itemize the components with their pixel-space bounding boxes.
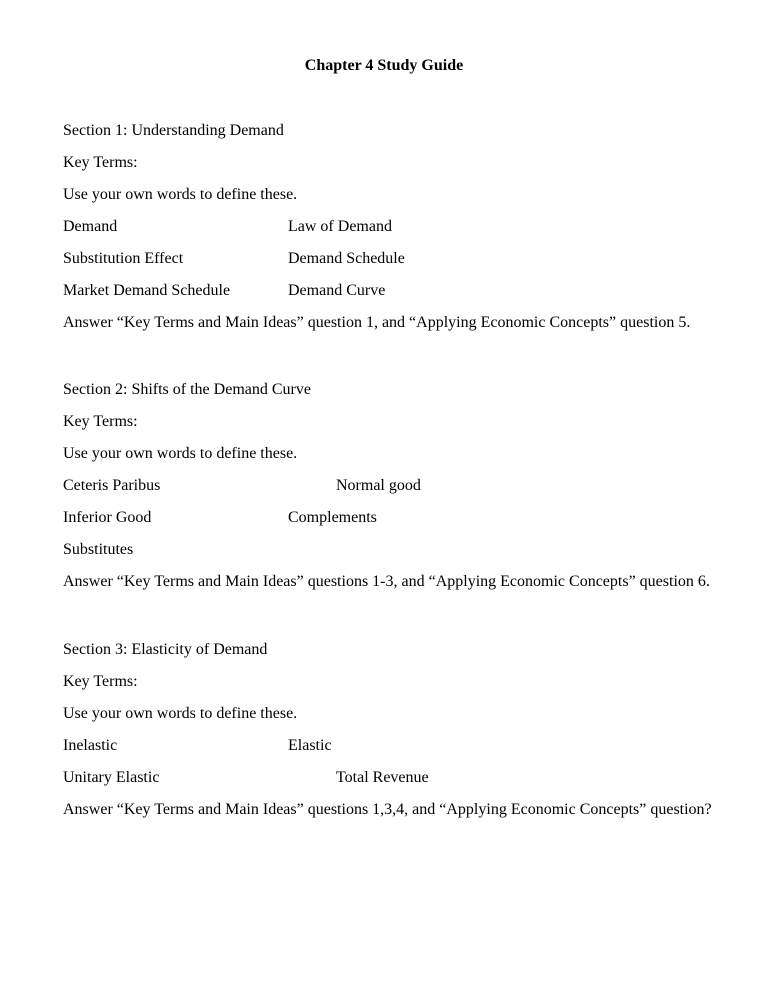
instruction-text: Use your own words to define these. [63,186,298,203]
term-row [63,534,705,566]
term-left: Demand [63,218,118,235]
instruction-text: Use your own words to define these. [63,445,298,462]
key-terms-label: Key Terms: [63,673,138,690]
term-left: Unitary Elastic [63,769,160,786]
term-right: Complements [288,509,377,526]
document-title: Chapter 4 Study Guide [304,57,464,74]
section-shifts-of-demand-curve [63,374,710,598]
term-right: Demand Schedule [288,250,405,267]
term-left: Substitutes [63,541,134,558]
term-right: Law of Demand [288,218,392,235]
term-right: Normal good [336,477,421,494]
term-row [63,762,705,794]
section-heading: Section 3: Elasticity of Demand [63,641,268,658]
term-left: Market Demand Schedule [63,282,231,299]
term-row [63,211,705,243]
answer-instruction: Answer “Key Terms and Main Ideas” questions 1,3,4, and “Applying Economic Concepts” question? [63,801,712,818]
instruction-text: Use your own words to define these. [63,705,298,722]
term-left: Inferior Good [63,509,152,526]
term-left: Ceteris Paribus [63,477,161,494]
term-left: Inelastic [63,737,118,754]
answer-instruction: Answer “Key Terms and Main Ideas” questions 1-3, and “Applying Economic Concepts” question 6. [63,573,710,590]
term-row [63,730,705,762]
section-elasticity-of-demand [63,634,712,826]
key-terms-label: Key Terms: [63,413,138,430]
section-heading: Section 1: Understanding Demand [63,122,284,139]
term-left: Substitution Effect [63,250,184,267]
term-row [63,243,705,275]
answer-instruction: Answer “Key Terms and Main Ideas” question 1, and “Applying Economic Concepts” question 5. [63,314,691,331]
term-row [63,502,705,534]
section-heading: Section 2: Shifts of the Demand Curve [63,381,311,398]
term-right: Elastic [288,737,332,754]
term-right: Demand Curve [288,282,386,299]
term-row [63,275,705,307]
section-understanding-demand [63,115,705,339]
term-right: Total Revenue [336,769,429,786]
term-row [63,470,705,502]
key-terms-label: Key Terms: [63,154,138,171]
